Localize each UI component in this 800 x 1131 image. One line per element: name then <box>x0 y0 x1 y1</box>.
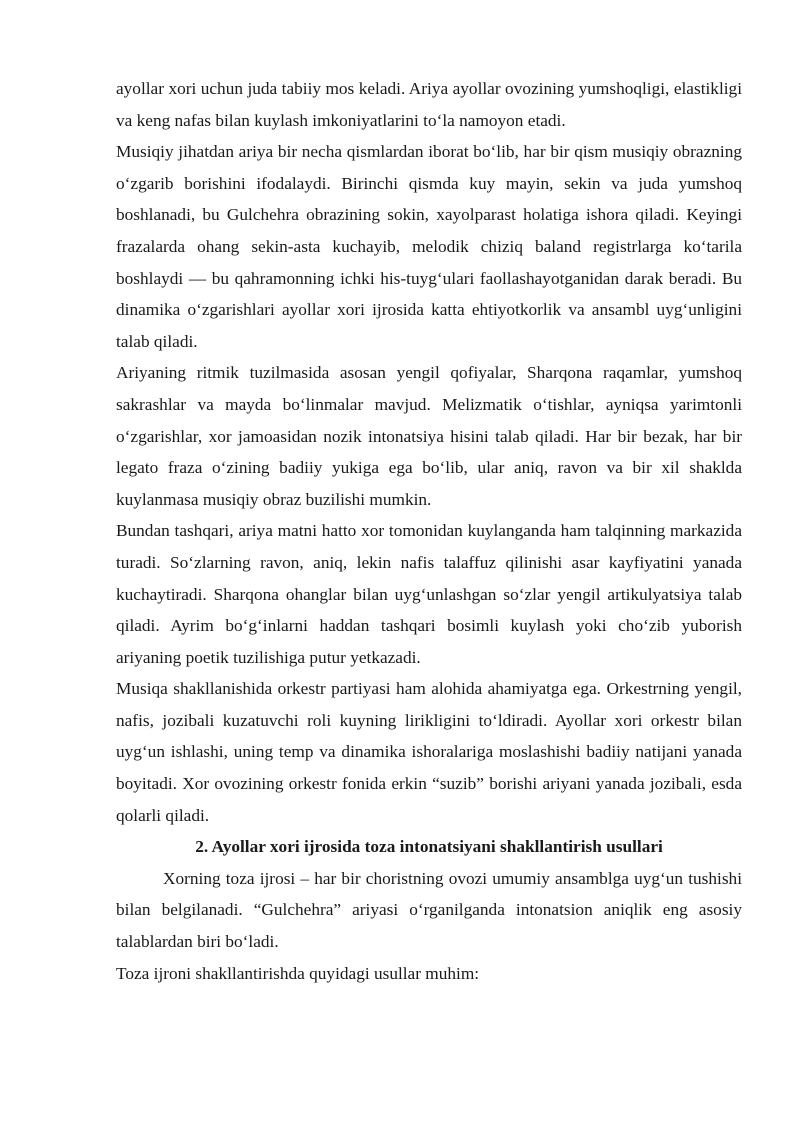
paragraph-lyrics-diction: Bundan tashqari, ariya matni hatto xor tomonidan kuylanganda ham talqinning markazida turadi. So‘zlarning ravon, aniq, lekin nafis talaffuz qilinishi asar kayfiyatini yanada kuchaytiradi. Sharqona ohanglar bilan uyg‘unlashgan so‘zlar yengil artikulyatsiya talab qiladi. Ayrim bo‘g‘inlarni haddan tashqari bosimli kuylash yoki cho‘zib yuborish ariyaning poetik tuzilishiga putur yetkazadi. <box>116 521 742 667</box>
paragraph-orchestra-role: Musiqa shakllanishida orkestr partiyasi ham alohida ahamiyatga ega. Orkestrning yengil, nafis, jozibali kuzatuvchi roli kuyning lirikligini to‘ldiradi. Ayollar xori orkestr bilan uyg‘un ishlashi, uning temp va dinamika ishoralariga moslashishi badiiy natijani yanada boyitadi. Xor ovozining orkestr fonida erkin “suzib” borishi ariyani yanada jozibali, esda qolarli qiladi. <box>116 679 742 825</box>
section-heading: 2. Ayollar xori ijrosida toza intonatsiyani shakllantirish usullari <box>195 837 663 857</box>
paragraph-methods-intro: Toza ijroni shakllantirishda quyidagi usullar muhim: <box>116 963 480 983</box>
paragraph-aria-intro-end: ayollar xori uchun juda tabiiy mos keladi. Ariya ayollar ovozining yumshoqligi, elastikligi va keng nafas bilan kuylash imkoniyatlarini to‘la namoyon etadi. <box>116 79 742 130</box>
paragraph-rhythmic-structure: Ariyaning ritmik tuzilmasida asosan yengil qofiyalar, Sharqona raqamlar, yumshoq sakrashlar va mayda bo‘linmalar mavjud. Melizmatik o‘tishlar, ayniqsa yarimtonli o‘zgarishlar, xor jamoasidan nozik intonatsiya hisini talab qiladi. Har bir bezak, har bir legato fraza o‘zining badiiy yukiga ega bo‘lib, ular aniq, ravon va bir xil shaklda kuylanmasa musiqiy obraz buzilishi mumkin. <box>116 363 742 509</box>
paragraph-musical-structure: Musiqiy jihatdan ariya bir necha qismlardan iborat bo‘lib, har bir qism musiqiy obrazning o‘zgarib borishini ifodalaydi. Birinchi qismda kuy mayin, sekin va juda yumshoq boshlanadi, bu Gulchehra obrazining sokin, xayolparast holatiga ishora qiladi. Keyingi frazalarda ohang sekin-asta kuchayib, melodik chiziq baland registrlarga ko‘tarila boshlaydi — bu qahramonning ichki his-tuyg‘ulari faollashayotganidan darak beradi. Bu dinamika o‘zgarishlari ayollar xori ijrosida katta ehtiyotkorlik va ansambl uyg‘unligini talab qiladi. <box>116 142 742 351</box>
paragraph-pure-performance: Xorning toza ijrosi – har bir choristning ovozi umumiy ansamblga uyg‘un tushishi bilan belgilanadi. “Gulchehra” ariyasi o‘rganilganda intonatsion aniqlik eng asosiy talablardan biri bo‘ladi. <box>116 868 742 952</box>
